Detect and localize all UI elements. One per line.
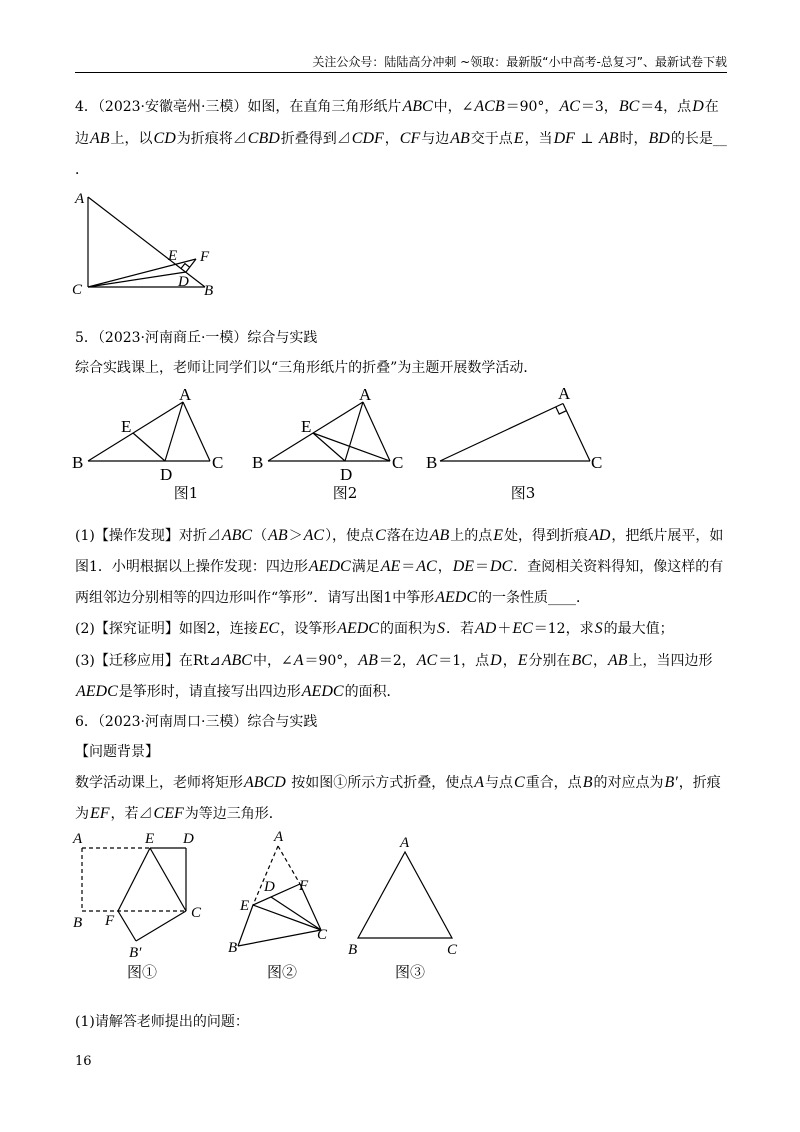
text-run: ＋ bbox=[497, 621, 512, 637]
text-run: ， bbox=[437, 559, 452, 575]
math-variable: AEDC bbox=[308, 558, 351, 575]
segment-ac bbox=[563, 404, 590, 462]
figure-problem6-fig1 bbox=[72, 831, 202, 981]
math-variable: AEDC bbox=[301, 683, 344, 700]
text-run: ，折痕 bbox=[678, 775, 721, 791]
page-header: 关注公众号：陆陆高分冲刺 ~领取：最新版“小中高考-总复习”、最新试卷下载 bbox=[312, 55, 727, 69]
math-variable: CF bbox=[399, 130, 421, 147]
math-variable: CDF bbox=[351, 130, 384, 147]
point-label-c: C bbox=[591, 453, 603, 472]
text-run: ＝90°， bbox=[304, 653, 358, 669]
text-run: 的面积． bbox=[344, 684, 401, 700]
right-angle-mark bbox=[181, 264, 190, 269]
text-run: 为折痕将⊿ bbox=[176, 131, 247, 147]
point-label-b-prime: B′ bbox=[129, 945, 142, 961]
text-run: 为等边三角形． bbox=[184, 806, 283, 822]
text-run: 中，∠ bbox=[433, 99, 474, 115]
math-variable: CBD bbox=[247, 130, 280, 147]
point-label-f: F bbox=[105, 913, 115, 929]
segment-fb-prime bbox=[118, 911, 136, 941]
math-variable: A bbox=[474, 774, 485, 791]
segment-ed bbox=[313, 433, 345, 461]
math-variable: DC bbox=[490, 558, 513, 575]
text-run: 是筝形时，请直接写出四边形 bbox=[118, 684, 301, 700]
point-label-d: D bbox=[264, 879, 275, 895]
text-run: ＞ bbox=[288, 528, 303, 544]
math-variable: E bbox=[513, 130, 524, 147]
text-run: ，当 bbox=[524, 131, 553, 147]
text-run: ， bbox=[502, 653, 517, 669]
text-run: 与点 bbox=[485, 775, 514, 791]
point-label-e: E bbox=[168, 248, 178, 264]
text-run: ＝4，点 bbox=[640, 99, 692, 115]
text-run: ＝12，求 bbox=[533, 621, 594, 637]
point-label-f: F bbox=[299, 878, 309, 894]
figure-problem6-fig3 bbox=[348, 835, 458, 981]
math-variable: C bbox=[375, 527, 386, 544]
text-run: 交于点 bbox=[470, 131, 513, 147]
point-label-b: B bbox=[228, 940, 238, 956]
text-run: 的对应点为 bbox=[593, 775, 664, 791]
math-variable: AB bbox=[450, 130, 470, 147]
problem6-part1: (1)请解答老师提出的问题： bbox=[75, 1014, 249, 1030]
point-label-e: E bbox=[145, 831, 155, 847]
text-run: 中，∠ bbox=[252, 653, 293, 669]
text-run: ⊥ bbox=[575, 131, 598, 147]
figure-problem5-fig2 bbox=[252, 385, 403, 502]
math-variable: ABC bbox=[221, 527, 253, 544]
point-label-e: E bbox=[301, 417, 312, 436]
text-run: 的面积为 bbox=[379, 621, 436, 637]
point-label-c: C bbox=[191, 905, 202, 921]
problem5-intro: 综合实践课上，老师让同学们以“三角形纸片的折叠”为主题开展数学活动． bbox=[75, 360, 538, 376]
text-run: 上，以 bbox=[110, 131, 153, 147]
point-label-b: B bbox=[73, 915, 83, 931]
point-label-d: D bbox=[160, 465, 173, 484]
math-variable: BC bbox=[571, 652, 592, 669]
point-label-a: A bbox=[179, 385, 192, 404]
math-variable: AC bbox=[559, 98, 580, 115]
math-variable: EF bbox=[90, 805, 110, 822]
math-variable: B bbox=[582, 774, 593, 791]
segment-b-prime-c bbox=[136, 911, 186, 941]
text-run: ，若⊿ bbox=[110, 806, 153, 822]
math-variable: AEDC bbox=[337, 620, 379, 637]
math-variable: DF bbox=[553, 130, 575, 147]
figure-caption: 图1 bbox=[173, 484, 199, 502]
text-run: ＝1，点 bbox=[438, 653, 490, 669]
text-run: ． bbox=[75, 162, 89, 178]
text-run: 上的点 bbox=[450, 528, 493, 544]
text-run: 数学活动课上，老师将矩形 bbox=[75, 775, 243, 791]
math-variable: AC bbox=[416, 558, 437, 575]
point-label-a: A bbox=[274, 829, 284, 845]
text-run: 边 bbox=[75, 131, 89, 147]
figure-problem5-fig1 bbox=[72, 385, 223, 502]
math-variable: CEF bbox=[153, 805, 184, 822]
point-label-b: B bbox=[426, 453, 438, 472]
math-variable: EC bbox=[258, 620, 280, 637]
segment-ac bbox=[183, 402, 210, 461]
text-run: ＝2， bbox=[378, 653, 416, 669]
point-label-a: A bbox=[359, 385, 372, 404]
math-variable: ABCD bbox=[244, 774, 286, 791]
text-run: ＝90°， bbox=[505, 99, 559, 115]
math-variable: D bbox=[490, 652, 502, 669]
math-variable: AB bbox=[90, 130, 110, 147]
point-label-e: E bbox=[121, 417, 132, 436]
math-variable: AEDC bbox=[435, 589, 478, 606]
text-run: ＝ bbox=[475, 559, 490, 575]
math-variable: ABC bbox=[221, 652, 252, 669]
segment-bc bbox=[238, 930, 321, 946]
text-run: 落在边 bbox=[386, 528, 429, 544]
math-variable: DE bbox=[452, 558, 475, 575]
figure-caption: 图③ bbox=[394, 963, 426, 981]
math-variable: CD bbox=[153, 130, 176, 147]
text-run: ， bbox=[592, 653, 607, 669]
math-variable: E bbox=[493, 527, 504, 544]
text-run: 的长是__ bbox=[670, 131, 727, 147]
point-label-d: D bbox=[183, 831, 194, 847]
figure-caption: 图① bbox=[126, 963, 158, 981]
math-variable: A bbox=[293, 652, 304, 669]
math-variable: AB bbox=[268, 527, 288, 544]
math-variable: AB bbox=[607, 652, 628, 669]
segment-af bbox=[278, 846, 300, 884]
text-run: 按如图①所示方式折叠，使点 bbox=[286, 775, 474, 791]
text-run: ， bbox=[384, 131, 399, 147]
figure-problem6-fig2 bbox=[228, 829, 328, 981]
math-variable: AC bbox=[303, 527, 325, 544]
figure-problem4 bbox=[72, 191, 213, 299]
math-variable: AB bbox=[429, 527, 450, 544]
text-run: ＝ bbox=[401, 559, 416, 575]
point-label-a: A bbox=[400, 835, 410, 851]
text-run: (1)【操作发现】对折⊿ bbox=[75, 528, 221, 544]
math-variable: BD bbox=[648, 130, 670, 147]
text-run: ，把纸片展平，如 bbox=[611, 528, 724, 544]
segment-ec bbox=[150, 848, 186, 911]
math-variable: ABC bbox=[402, 98, 433, 115]
text-run: 时， bbox=[619, 131, 648, 147]
problem5-heading: 5．（2023·河南商丘·一模）综合与实践 bbox=[75, 330, 318, 346]
segment-ed bbox=[133, 433, 165, 461]
text-run: 处，得到折痕 bbox=[504, 528, 589, 544]
point-label-f: F bbox=[200, 249, 210, 265]
figure-problem5-fig3 bbox=[426, 384, 602, 502]
text-run: （ bbox=[253, 528, 268, 544]
segment-ba bbox=[268, 402, 363, 461]
problem6-heading: 6．（2023·河南周口·三模）综合与实践 bbox=[75, 714, 318, 730]
text-run: 重合，点 bbox=[525, 775, 582, 791]
text-run: (3)【迁移应用】在Rt⊿ bbox=[75, 653, 221, 669]
math-variable: E bbox=[517, 652, 528, 669]
text-run: 在 bbox=[704, 99, 719, 115]
point-label-b: B bbox=[252, 453, 264, 472]
point-label-d: D bbox=[340, 465, 353, 484]
point-label-c: C bbox=[447, 942, 458, 958]
math-variable: AEDC bbox=[76, 683, 118, 700]
point-label-c: C bbox=[317, 927, 328, 943]
point-label-b: B bbox=[204, 283, 214, 299]
text-run: ），使点 bbox=[325, 528, 375, 544]
point-label-b: B bbox=[72, 453, 84, 472]
math-variable: D bbox=[692, 98, 704, 115]
math-variable: ACB bbox=[474, 98, 505, 115]
text-run: 两组邻边分别相等的四边形叫作“筝形”．请写出图1中筝形 bbox=[75, 590, 435, 606]
text-run: 与边 bbox=[421, 131, 450, 147]
point-label-a: A bbox=[75, 191, 85, 207]
math-variable: S bbox=[436, 620, 445, 637]
page-number: 16 bbox=[75, 1054, 92, 1069]
point-label-c: C bbox=[392, 453, 404, 472]
text-run: 折叠得到⊿ bbox=[280, 131, 351, 147]
math-variable: S bbox=[594, 620, 603, 637]
text-run: 上，当四边形 bbox=[628, 653, 713, 669]
figure-caption: 图2 bbox=[332, 484, 358, 502]
point-label-c: C bbox=[72, 282, 83, 298]
text-run: ．查阅相关资料得知，像这样的有 bbox=[513, 559, 724, 575]
text-run: ．若 bbox=[445, 621, 474, 637]
point-label-b: B bbox=[348, 942, 358, 958]
math-variable: AD bbox=[589, 527, 611, 544]
math-variable: AD bbox=[474, 620, 497, 637]
segment-ba bbox=[88, 402, 183, 461]
text-run: 4．（2023·安徽亳州·三模）如图，在直角三角形纸片 bbox=[75, 99, 402, 115]
text-run: 图1．小明根据以上操作发现：四边形 bbox=[75, 559, 308, 575]
math-variable: AB bbox=[598, 130, 619, 147]
point-label-d: D bbox=[178, 274, 189, 290]
figure-caption: 图3 bbox=[510, 484, 536, 502]
text-run: (2)【探究证明】如图2，连接 bbox=[75, 621, 258, 637]
segment-ef bbox=[118, 848, 150, 911]
point-label-a: A bbox=[73, 831, 83, 847]
math-variable: BC bbox=[618, 98, 640, 115]
math-variable: AE bbox=[380, 558, 401, 575]
point-label-a: A bbox=[558, 384, 571, 403]
math-variable: C bbox=[514, 774, 525, 791]
segment-ba bbox=[440, 404, 563, 462]
text-run: 满足 bbox=[351, 559, 380, 575]
text-run: 分别在 bbox=[528, 653, 571, 669]
math-variable: EC bbox=[512, 620, 533, 637]
text-run: ＝3， bbox=[580, 99, 618, 115]
math-variable: B′ bbox=[664, 774, 678, 791]
point-label-c: C bbox=[212, 453, 224, 472]
figure-caption: 图② bbox=[266, 963, 298, 981]
text-run: 的最大值； bbox=[603, 621, 674, 637]
text-run: 为 bbox=[75, 806, 89, 822]
text-run: 的一条性质____． bbox=[478, 590, 591, 606]
math-variable: AC bbox=[416, 652, 438, 669]
equilateral-triangle bbox=[358, 852, 452, 938]
math-variable: AB bbox=[358, 652, 378, 669]
text-run: ，设筝形 bbox=[280, 621, 337, 637]
point-label-e: E bbox=[240, 898, 250, 914]
problem6-section-title: 【问题背景】 bbox=[75, 744, 159, 760]
